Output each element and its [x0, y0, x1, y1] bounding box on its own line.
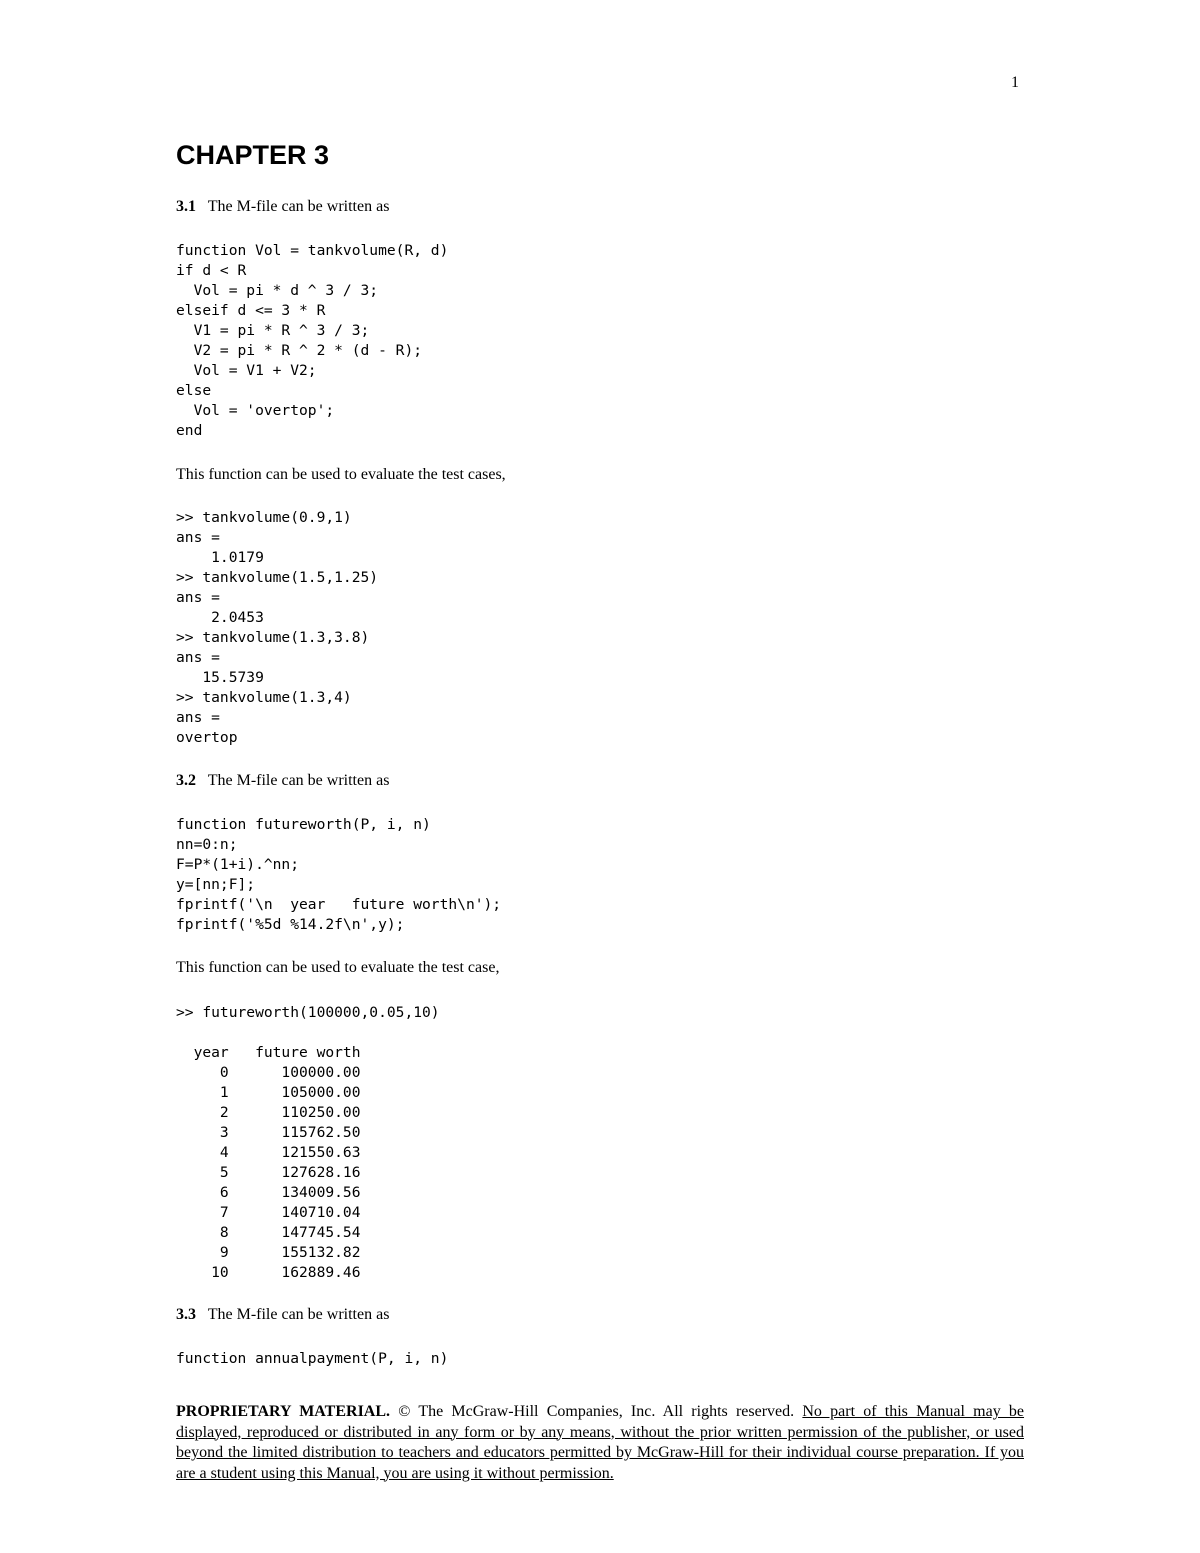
- permission-notice: No part of this Manual may be displayed, reproduced or distributed in any form or by any means, without the prior written permission of the publisher, or used beyond the limited distribution to teachers and educators permitted by McGraw-Hill for their individual course preparation. If you are a student using this Manual, you are using it without permission.: [176, 1403, 1025, 1482]
- code-block: function annualpayment(P, i, n): [176, 1350, 449, 1367]
- code-block: function Vol = tankvolume(R, d) if d < R Vol = pi * d ^ 3 / 3; elseif d <= 3 * R V1 = pi * R ^ 3 / 3; V2 = pi * R ^ 2 * (d - R); Vol = V1 + V2; else Vol = 'overtop'; end: [176, 242, 449, 439]
- chapter-title: CHAPTER 3: [176, 140, 330, 170]
- section-heading: [176, 1306, 389, 1324]
- body-text: This function can be used to evaluate the test cases,: [176, 466, 506, 483]
- section-heading: [176, 772, 389, 790]
- page-number: 1: [1011, 74, 1019, 91]
- section-number: 3.1: [176, 198, 196, 215]
- code-block: function futureworth(P, i, n) nn=0:n; F=P*(1+i).^nn; y=[nn;F]; fprintf('\n year future worth\n'); fprintf('%5d %14.2f\n',y);: [176, 816, 502, 933]
- section-number: 3.2: [176, 772, 196, 789]
- body-text: This function can be used to evaluate the test case,: [176, 959, 500, 976]
- section-intro: The M-file can be written as: [207, 1306, 390, 1323]
- section-intro: The M-file can be written as: [207, 772, 390, 789]
- proprietary-label: PROPRIETARY MATERIAL.: [176, 1403, 391, 1420]
- console-output: >> futureworth(100000,0.05,10) year future worth 0 100000.00 1 105000.00 2 110250.00 3 115762.50 4 121550.63 5 127628.16 6 134009.56 7 140710.04 8 147745.54 9 155132.82 10 162889.46: [176, 1004, 440, 1281]
- section-heading: [176, 198, 389, 216]
- section-number: 3.3: [176, 1306, 196, 1323]
- copyright-footer: [176, 1402, 1024, 1484]
- console-output: >> tankvolume(0.9,1) ans = 1.0179 >> tankvolume(1.5,1.25) ans = 2.0453 >> tankvolume(1.3,3.8) ans = 15.5739 >> tankvolume(1.3,4) ans = overtop: [176, 509, 379, 746]
- copyright-text: © The McGraw-Hill Companies, Inc. All rights reserved.: [398, 1403, 795, 1420]
- section-intro: The M-file can be written as: [207, 198, 390, 215]
